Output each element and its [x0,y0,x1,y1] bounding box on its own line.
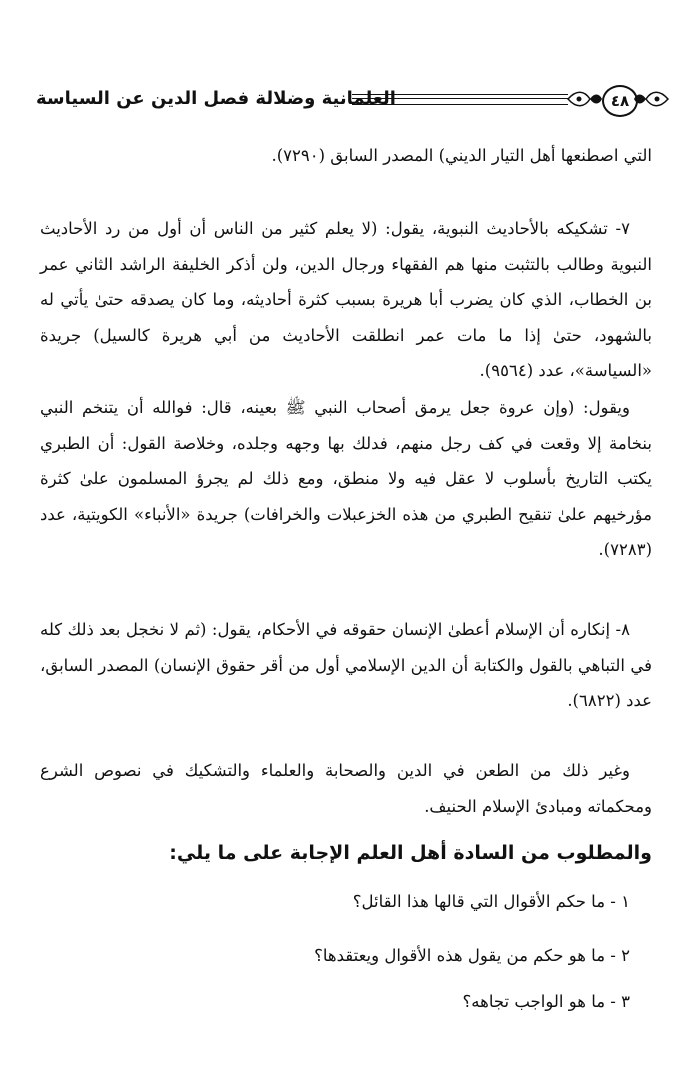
question-2: ٢ - ما هو حكم من يقول هذه الأقوال ويعتقدها؟ [314,946,630,965]
paragraph-summary-text: وغير ذلك من الطعن في الدين والصحابة والعلماء والتشكيك في نصوص الشرع ومحكماته ومبادئ الإسلام الحنيف. [40,761,652,816]
ornament-left-icon [566,88,604,110]
header-rule-lines [352,94,568,105]
paragraph-point-7-text: ٧- تشكيكه بالأحاديث النبوية، يقول: (لا يعلم كثير من الناس أن أول من رد الأحاديث النبوية وطالب بالتثبت منها هم الفقهاء ورجال الدين، ولن أذكر الخليفة الراشد الثاني عمر بن الخطاب، الذي كان يضرب أبا هريرة بسبب كثرة أحاديثه، وما كان يصدقه حتىٰ يأتي له بالشهود، حتىٰ إذا ما مات عمر انطلقت الأحاديث من أبي هريرة كالسيل) جريدة «السياسة»، عدد (٩٥٦٤). [40,219,652,380]
questions-heading: والمطلوب من السادة أهل العلم الإجابة على ما يلي: [169,842,652,864]
ornament-right-icon [632,88,670,110]
header-title: العلمانية وضلالة فصل الدين عن السياسة [36,88,396,109]
paragraph-tabari-quote-text: ويقول: (وإن عروة جعل يرمق أصحاب النبي ﷺ بعينه، قال: فوالله أن يتنخم النبي بنخامة إلا وقعت في كف رجل منهم، فدلك بها وجهه وجلده، وخلاصة القول: أن الطبري يكتب التاريخ بأسلوب لا عقل فيه ولا منطق، ومع ذلك لم يجرؤ المسلمون علىٰ كثرة مؤرخيهم علىٰ تنقيح الطبري من هذه الخزعبلات والخرافات) جريدة «الأنباء» الكويتية، عدد (٧٢٨٣). [40,398,652,559]
paragraph-point-7 [40,211,652,389]
paragraph-summary [40,753,652,824]
paragraph-tabari-quote [40,390,652,568]
question-1: ١ - ما حكم الأقوال التي قالها هذا القائل؟ [352,892,630,911]
paragraph-continuation: التي اصطنعها أهل التيار الديني) المصدر السابق (٧٢٩٠). [271,146,652,165]
running-header [36,84,670,118]
page-number: ٤٨ [602,85,638,117]
paragraph-point-8 [40,612,652,719]
question-3: ٣ - ما هو الواجب تجاهه؟ [462,992,630,1011]
paragraph-point-8-text: ٨- إنكاره أن الإسلام أعطىٰ الإنسان حقوقه في الأحكام، يقول: (ثم لا نخجل بعد ذلك كله في التباهي بالقول والكتابة أن الدين الإسلامي أول من أقر حقوق الإنسان) المصدر السابق، عدد (٦٨٢٢). [40,620,652,710]
